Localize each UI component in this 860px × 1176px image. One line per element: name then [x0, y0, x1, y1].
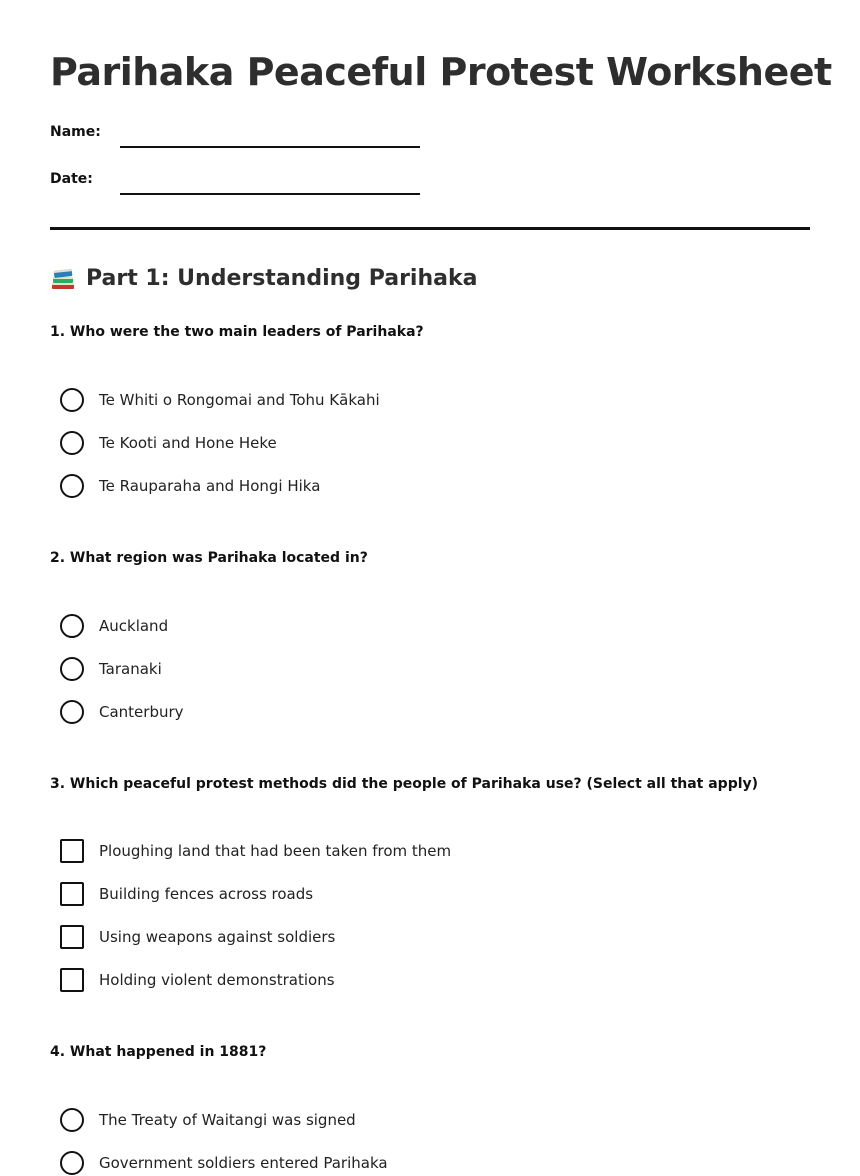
option-label: Taranaki: [99, 660, 162, 678]
q3-option-1[interactable]: [60, 838, 451, 864]
option-label: Te Kooti and Hone Heke: [99, 434, 277, 452]
option-label: Government soldiers entered Parihaka: [99, 1154, 388, 1172]
question-1: 1. Who were the two main leaders of Parihaka?: [50, 324, 424, 340]
option-label: Canterbury: [99, 703, 184, 721]
q4-option-2[interactable]: [60, 1150, 388, 1176]
q3-option-2[interactable]: [60, 881, 313, 907]
radio-button[interactable]: [60, 388, 84, 412]
radio-button[interactable]: [60, 474, 84, 498]
books-icon: [50, 267, 76, 291]
q3-option-4[interactable]: [60, 967, 335, 993]
option-label: Ploughing land that had been taken from them: [99, 842, 452, 860]
q2-option-2[interactable]: [60, 656, 162, 682]
q2-option-3[interactable]: [60, 699, 184, 725]
date-input-line[interactable]: [120, 193, 420, 195]
option-label: Holding violent demonstrations: [99, 971, 335, 989]
section-heading-part-1: [50, 266, 477, 291]
q4-option-1[interactable]: [60, 1107, 356, 1133]
q1-option-2[interactable]: [60, 430, 277, 456]
question-3: 3. Which peaceful protest methods did the people of Parihaka use? (Select all that apply): [50, 776, 759, 792]
header-divider: [50, 227, 810, 230]
checkbox[interactable]: [60, 968, 84, 992]
option-label: Using weapons against soldiers: [99, 928, 336, 946]
option-label: The Treaty of Waitangi was signed: [99, 1111, 356, 1129]
name-input-line[interactable]: [120, 146, 420, 148]
checkbox[interactable]: [60, 882, 84, 906]
question-2: 2. What region was Parihaka located in?: [50, 550, 368, 566]
q2-option-1[interactable]: [60, 613, 168, 639]
q3-option-3[interactable]: [60, 924, 335, 950]
radio-button[interactable]: [60, 1151, 84, 1175]
date-field-row: [50, 165, 420, 189]
radio-button[interactable]: [60, 657, 84, 681]
radio-button[interactable]: [60, 700, 84, 724]
q1-option-1[interactable]: [60, 387, 380, 413]
radio-button[interactable]: [60, 614, 84, 638]
checkbox[interactable]: [60, 839, 84, 863]
question-4: 4. What happened in 1881?: [50, 1044, 267, 1060]
name-label: Name:: [50, 124, 101, 140]
option-label: Auckland: [99, 617, 169, 635]
q1-option-3[interactable]: [60, 473, 320, 499]
date-label: Date:: [50, 171, 93, 187]
radio-button[interactable]: [60, 431, 84, 455]
option-label: Building fences across roads: [99, 885, 314, 903]
checkbox[interactable]: [60, 925, 84, 949]
option-label: Te Whiti o Rongomai and Tohu Kākahi: [99, 391, 380, 409]
radio-button[interactable]: [60, 1108, 84, 1132]
option-label: Te Rauparaha and Hongi Hika: [99, 477, 321, 495]
section-heading-text: Part 1: Understanding Parihaka: [86, 266, 478, 291]
page-title: Parihaka Peaceful Protest Worksheet: [50, 50, 832, 94]
name-field-row: [50, 118, 420, 142]
